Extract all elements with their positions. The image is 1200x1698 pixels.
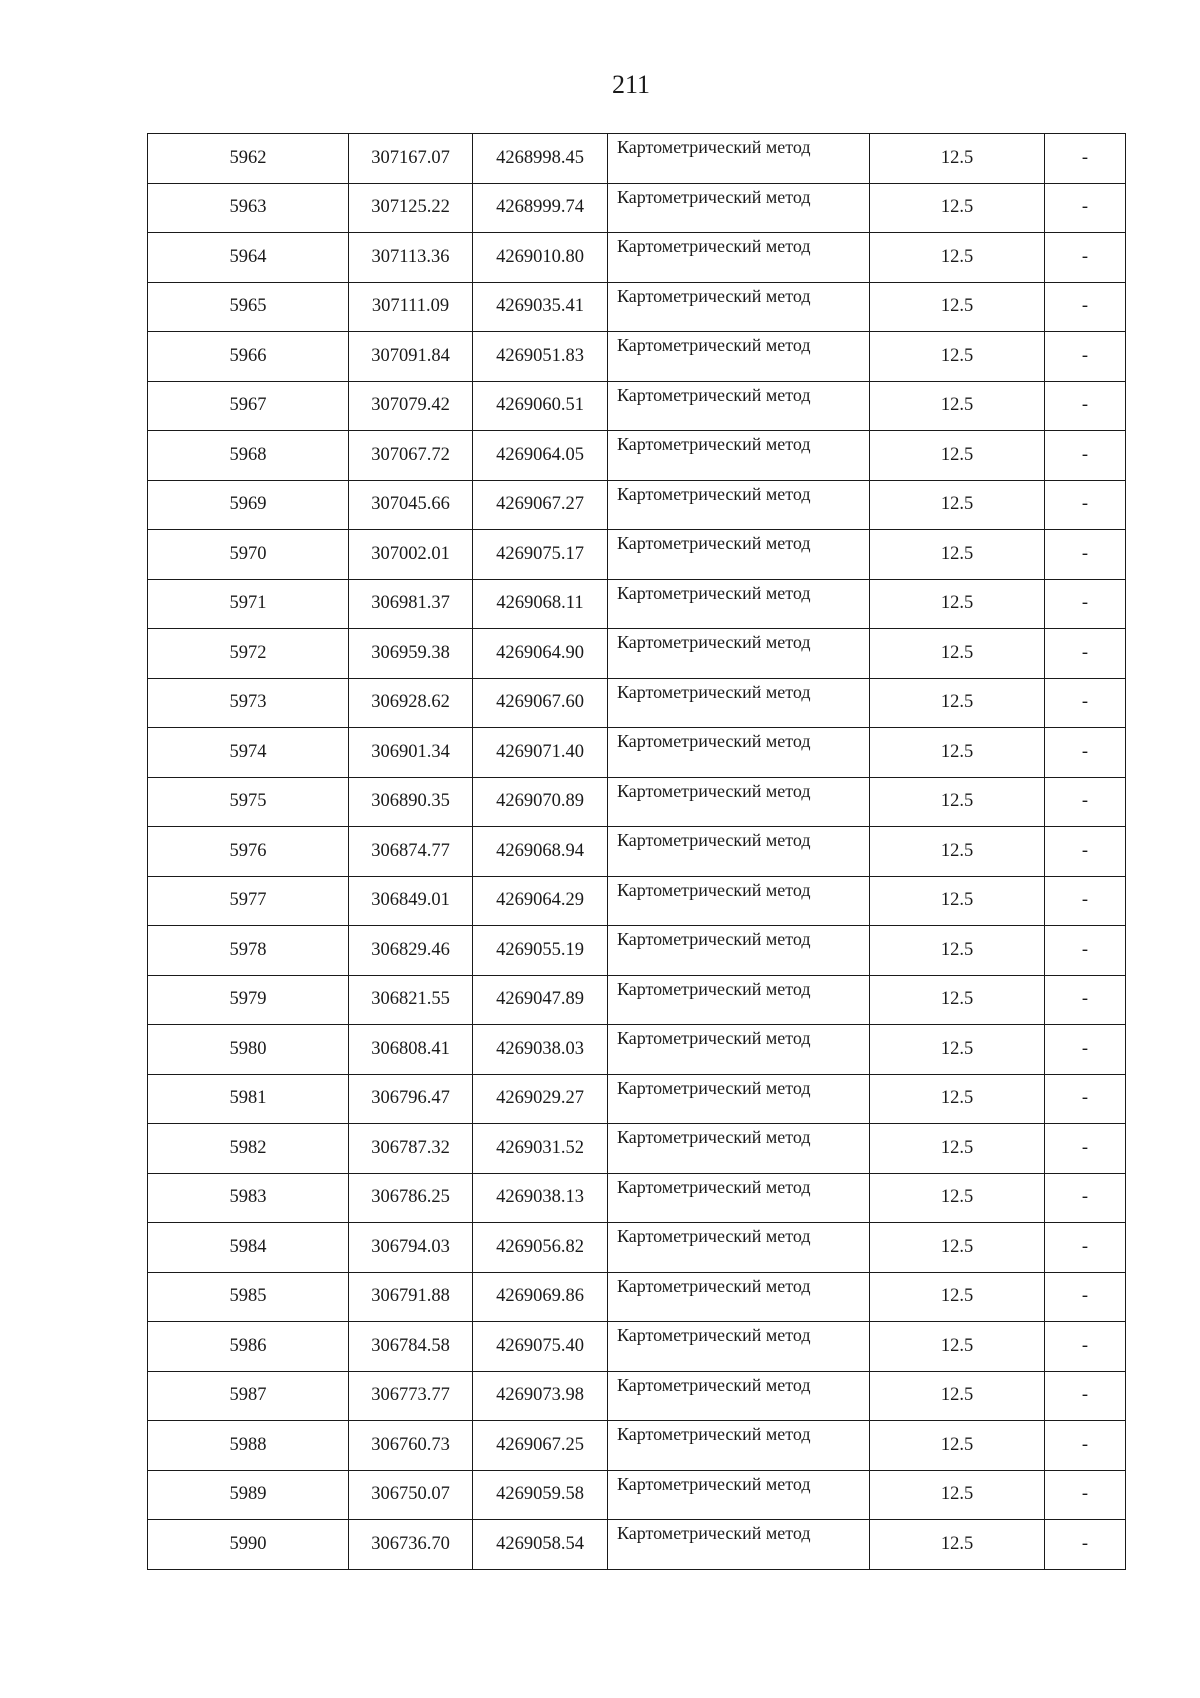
table-row xyxy=(148,183,1126,233)
point-number-cell: 5977 xyxy=(148,876,349,926)
note-cell: - xyxy=(1045,728,1126,778)
point-number-cell: 5979 xyxy=(148,975,349,1025)
table-row xyxy=(148,1520,1126,1570)
point-number-cell: 5969 xyxy=(148,480,349,530)
method-cell: Картометрический метод xyxy=(608,1371,870,1421)
y-coordinate-cell: 4269059.58 xyxy=(473,1470,608,1520)
x-coordinate-cell: 306821.55 xyxy=(349,975,473,1025)
accuracy-cell: 12.5 xyxy=(870,1421,1045,1471)
table-row xyxy=(148,282,1126,332)
table-row xyxy=(148,728,1126,778)
x-coordinate-cell: 306928.62 xyxy=(349,678,473,728)
method-cell: Картометрический метод xyxy=(608,1124,870,1174)
note-cell: - xyxy=(1045,233,1126,283)
accuracy-cell: 12.5 xyxy=(870,975,1045,1025)
method-cell: Картометрический метод xyxy=(608,827,870,877)
accuracy-cell: 12.5 xyxy=(870,728,1045,778)
note-cell: - xyxy=(1045,876,1126,926)
accuracy-cell: 12.5 xyxy=(870,629,1045,679)
method-cell: Картометрический метод xyxy=(608,579,870,629)
point-number-cell: 5986 xyxy=(148,1322,349,1372)
point-number-cell: 5982 xyxy=(148,1124,349,1174)
note-cell: - xyxy=(1045,827,1126,877)
point-number-cell: 5966 xyxy=(148,332,349,382)
accuracy-cell: 12.5 xyxy=(870,134,1045,184)
accuracy-cell: 12.5 xyxy=(870,579,1045,629)
table-row xyxy=(148,1421,1126,1471)
note-cell: - xyxy=(1045,183,1126,233)
accuracy-cell: 12.5 xyxy=(870,1272,1045,1322)
y-coordinate-cell: 4269010.80 xyxy=(473,233,608,283)
note-cell: - xyxy=(1045,777,1126,827)
table-row xyxy=(148,332,1126,382)
y-coordinate-cell: 4268999.74 xyxy=(473,183,608,233)
y-coordinate-cell: 4269073.98 xyxy=(473,1371,608,1421)
x-coordinate-cell: 306791.88 xyxy=(349,1272,473,1322)
point-number-cell: 5962 xyxy=(148,134,349,184)
y-coordinate-cell: 4269038.13 xyxy=(473,1173,608,1223)
method-cell: Картометрический метод xyxy=(608,183,870,233)
table-row xyxy=(148,876,1126,926)
y-coordinate-cell: 4269055.19 xyxy=(473,926,608,976)
table-row xyxy=(148,1173,1126,1223)
method-cell: Картометрический метод xyxy=(608,1322,870,1372)
table-row xyxy=(148,678,1126,728)
point-number-cell: 5974 xyxy=(148,728,349,778)
note-cell: - xyxy=(1045,431,1126,481)
x-coordinate-cell: 306959.38 xyxy=(349,629,473,679)
point-number-cell: 5963 xyxy=(148,183,349,233)
y-coordinate-cell: 4269029.27 xyxy=(473,1074,608,1124)
y-coordinate-cell: 4269035.41 xyxy=(473,282,608,332)
table-row xyxy=(148,975,1126,1025)
y-coordinate-cell: 4269047.89 xyxy=(473,975,608,1025)
accuracy-cell: 12.5 xyxy=(870,530,1045,580)
accuracy-cell: 12.5 xyxy=(870,1025,1045,1075)
note-cell: - xyxy=(1045,134,1126,184)
table-row xyxy=(148,1074,1126,1124)
y-coordinate-cell: 4269064.05 xyxy=(473,431,608,481)
note-cell: - xyxy=(1045,332,1126,382)
method-cell: Картометрический метод xyxy=(608,1173,870,1223)
method-cell: Картометрический метод xyxy=(608,975,870,1025)
accuracy-cell: 12.5 xyxy=(870,431,1045,481)
x-coordinate-cell: 306786.25 xyxy=(349,1173,473,1223)
method-cell: Картометрический метод xyxy=(608,1074,870,1124)
x-coordinate-cell: 306849.01 xyxy=(349,876,473,926)
y-coordinate-cell: 4269067.60 xyxy=(473,678,608,728)
point-number-cell: 5981 xyxy=(148,1074,349,1124)
table-row xyxy=(148,827,1126,877)
accuracy-cell: 12.5 xyxy=(870,381,1045,431)
table-row xyxy=(148,629,1126,679)
y-coordinate-cell: 4268998.45 xyxy=(473,134,608,184)
x-coordinate-cell: 307067.72 xyxy=(349,431,473,481)
coordinates-table-body xyxy=(148,134,1126,1570)
table-row xyxy=(148,1322,1126,1372)
method-cell: Картометрический метод xyxy=(608,282,870,332)
method-cell: Картометрический метод xyxy=(608,926,870,976)
table-row xyxy=(148,777,1126,827)
table-row xyxy=(148,381,1126,431)
accuracy-cell: 12.5 xyxy=(870,1371,1045,1421)
accuracy-cell: 12.5 xyxy=(870,1470,1045,1520)
accuracy-cell: 12.5 xyxy=(870,1173,1045,1223)
x-coordinate-cell: 307002.01 xyxy=(349,530,473,580)
x-coordinate-cell: 307045.66 xyxy=(349,480,473,530)
note-cell: - xyxy=(1045,579,1126,629)
x-coordinate-cell: 306736.70 xyxy=(349,1520,473,1570)
point-number-cell: 5983 xyxy=(148,1173,349,1223)
x-coordinate-cell: 307079.42 xyxy=(349,381,473,431)
accuracy-cell: 12.5 xyxy=(870,1074,1045,1124)
method-cell: Картометрический метод xyxy=(608,381,870,431)
method-cell: Картометрический метод xyxy=(608,678,870,728)
x-coordinate-cell: 306981.37 xyxy=(349,579,473,629)
note-cell: - xyxy=(1045,1322,1126,1372)
y-coordinate-cell: 4269070.89 xyxy=(473,777,608,827)
method-cell: Картометрический метод xyxy=(608,876,870,926)
table-row xyxy=(148,1272,1126,1322)
y-coordinate-cell: 4269067.27 xyxy=(473,480,608,530)
point-number-cell: 5971 xyxy=(148,579,349,629)
y-coordinate-cell: 4269067.25 xyxy=(473,1421,608,1471)
note-cell: - xyxy=(1045,530,1126,580)
point-number-cell: 5987 xyxy=(148,1371,349,1421)
y-coordinate-cell: 4269069.86 xyxy=(473,1272,608,1322)
method-cell: Картометрический метод xyxy=(608,332,870,382)
accuracy-cell: 12.5 xyxy=(870,282,1045,332)
method-cell: Картометрический метод xyxy=(608,1421,870,1471)
method-cell: Картометрический метод xyxy=(608,1520,870,1570)
table-row xyxy=(148,1124,1126,1174)
method-cell: Картометрический метод xyxy=(608,777,870,827)
note-cell: - xyxy=(1045,1025,1126,1075)
point-number-cell: 5968 xyxy=(148,431,349,481)
point-number-cell: 5988 xyxy=(148,1421,349,1471)
table-row xyxy=(148,1025,1126,1075)
y-coordinate-cell: 4269064.90 xyxy=(473,629,608,679)
x-coordinate-cell: 306773.77 xyxy=(349,1371,473,1421)
x-coordinate-cell: 306750.07 xyxy=(349,1470,473,1520)
x-coordinate-cell: 306796.47 xyxy=(349,1074,473,1124)
table-row xyxy=(148,1470,1126,1520)
point-number-cell: 5990 xyxy=(148,1520,349,1570)
note-cell: - xyxy=(1045,975,1126,1025)
method-cell: Картометрический метод xyxy=(608,1272,870,1322)
table-row xyxy=(148,233,1126,283)
y-coordinate-cell: 4269064.29 xyxy=(473,876,608,926)
accuracy-cell: 12.5 xyxy=(870,332,1045,382)
point-number-cell: 5965 xyxy=(148,282,349,332)
accuracy-cell: 12.5 xyxy=(870,1322,1045,1372)
note-cell: - xyxy=(1045,282,1126,332)
accuracy-cell: 12.5 xyxy=(870,876,1045,926)
x-coordinate-cell: 306890.35 xyxy=(349,777,473,827)
y-coordinate-cell: 4269051.83 xyxy=(473,332,608,382)
point-number-cell: 5989 xyxy=(148,1470,349,1520)
table-row xyxy=(148,1223,1126,1273)
y-coordinate-cell: 4269038.03 xyxy=(473,1025,608,1075)
x-coordinate-cell: 306829.46 xyxy=(349,926,473,976)
accuracy-cell: 12.5 xyxy=(870,1223,1045,1273)
point-number-cell: 5980 xyxy=(148,1025,349,1075)
x-coordinate-cell: 306808.41 xyxy=(349,1025,473,1075)
note-cell: - xyxy=(1045,480,1126,530)
table-row xyxy=(148,579,1126,629)
point-number-cell: 5964 xyxy=(148,233,349,283)
note-cell: - xyxy=(1045,1074,1126,1124)
method-cell: Картометрический метод xyxy=(608,530,870,580)
point-number-cell: 5975 xyxy=(148,777,349,827)
method-cell: Картометрический метод xyxy=(608,134,870,184)
accuracy-cell: 12.5 xyxy=(870,480,1045,530)
y-coordinate-cell: 4269068.94 xyxy=(473,827,608,877)
note-cell: - xyxy=(1045,629,1126,679)
table-row xyxy=(148,530,1126,580)
y-coordinate-cell: 4269031.52 xyxy=(473,1124,608,1174)
note-cell: - xyxy=(1045,1223,1126,1273)
method-cell: Картометрический метод xyxy=(608,1223,870,1273)
x-coordinate-cell: 306787.32 xyxy=(349,1124,473,1174)
table-row xyxy=(148,134,1126,184)
y-coordinate-cell: 4269056.82 xyxy=(473,1223,608,1273)
accuracy-cell: 12.5 xyxy=(870,926,1045,976)
x-coordinate-cell: 307111.09 xyxy=(349,282,473,332)
point-number-cell: 5978 xyxy=(148,926,349,976)
accuracy-cell: 12.5 xyxy=(870,183,1045,233)
point-number-cell: 5976 xyxy=(148,827,349,877)
x-coordinate-cell: 306794.03 xyxy=(349,1223,473,1273)
x-coordinate-cell: 306901.34 xyxy=(349,728,473,778)
y-coordinate-cell: 4269075.40 xyxy=(473,1322,608,1372)
accuracy-cell: 12.5 xyxy=(870,233,1045,283)
method-cell: Картометрический метод xyxy=(608,728,870,778)
table-row xyxy=(148,431,1126,481)
point-number-cell: 5985 xyxy=(148,1272,349,1322)
accuracy-cell: 12.5 xyxy=(870,1124,1045,1174)
x-coordinate-cell: 307091.84 xyxy=(349,332,473,382)
note-cell: - xyxy=(1045,1124,1126,1174)
note-cell: - xyxy=(1045,1421,1126,1471)
accuracy-cell: 12.5 xyxy=(870,827,1045,877)
point-number-cell: 5973 xyxy=(148,678,349,728)
y-coordinate-cell: 4269060.51 xyxy=(473,381,608,431)
accuracy-cell: 12.5 xyxy=(870,678,1045,728)
y-coordinate-cell: 4269068.11 xyxy=(473,579,608,629)
point-number-cell: 5984 xyxy=(148,1223,349,1273)
method-cell: Картометрический метод xyxy=(608,1025,870,1075)
page-number: 211 xyxy=(611,70,651,99)
method-cell: Картометрический метод xyxy=(608,431,870,481)
y-coordinate-cell: 4269075.17 xyxy=(473,530,608,580)
point-number-cell: 5967 xyxy=(148,381,349,431)
table-row xyxy=(148,1371,1126,1421)
table-row xyxy=(148,926,1126,976)
note-cell: - xyxy=(1045,678,1126,728)
x-coordinate-cell: 307113.36 xyxy=(349,233,473,283)
x-coordinate-cell: 306784.58 xyxy=(349,1322,473,1372)
note-cell: - xyxy=(1045,1272,1126,1322)
note-cell: - xyxy=(1045,1173,1126,1223)
x-coordinate-cell: 306760.73 xyxy=(349,1421,473,1471)
point-number-cell: 5972 xyxy=(148,629,349,679)
method-cell: Картометрический метод xyxy=(608,629,870,679)
note-cell: - xyxy=(1045,1371,1126,1421)
table-row xyxy=(148,480,1126,530)
method-cell: Картометрический метод xyxy=(608,1470,870,1520)
method-cell: Картометрический метод xyxy=(608,233,870,283)
y-coordinate-cell: 4269058.54 xyxy=(473,1520,608,1570)
note-cell: - xyxy=(1045,926,1126,976)
x-coordinate-cell: 307125.22 xyxy=(349,183,473,233)
accuracy-cell: 12.5 xyxy=(870,1520,1045,1570)
y-coordinate-cell: 4269071.40 xyxy=(473,728,608,778)
point-number-cell: 5970 xyxy=(148,530,349,580)
note-cell: - xyxy=(1045,1520,1126,1570)
x-coordinate-cell: 307167.07 xyxy=(349,134,473,184)
coordinates-table xyxy=(147,133,1126,1570)
method-cell: Картометрический метод xyxy=(608,480,870,530)
note-cell: - xyxy=(1045,1470,1126,1520)
accuracy-cell: 12.5 xyxy=(870,777,1045,827)
x-coordinate-cell: 306874.77 xyxy=(349,827,473,877)
note-cell: - xyxy=(1045,381,1126,431)
